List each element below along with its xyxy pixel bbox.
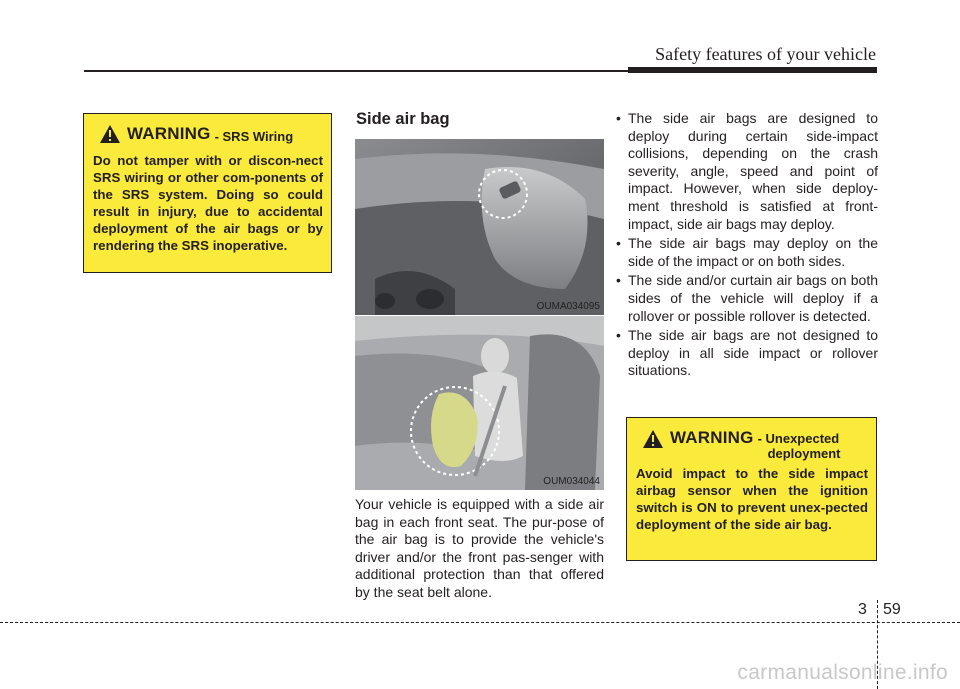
warning-text: Do not tamper with or discon-nect SRS wiring or other com-ponents of the SRS system. Doing so could result in injury, due to accidental deployment of the air bags or by rendering the SRS inoperative. [93,153,323,253]
seat-side-illustration [355,139,604,315]
page-number: 59 [883,601,901,618]
warning-subtitle: - SRS Wiring [214,129,294,144]
bullet-list [616,110,878,382]
chapter-number: 3 [858,601,867,618]
footer-rule [0,622,960,623]
figure-code: OUM034044 [543,476,600,487]
section-title: Side air bag [356,110,450,128]
bullet-item: • The side air bags may deploy on the side of the impact or on both sides. [616,235,878,270]
watermark-text: carmanualsonline.info [737,661,948,684]
warning-label: WARNING [670,428,754,447]
warning-triangle-icon [99,124,121,144]
header-rule-accent [628,67,877,73]
warning-box-srs-wiring [83,113,332,273]
page-header-title: Safety features of your vehicle [655,44,876,64]
warning-header [93,124,323,144]
warning-subtitle-line2: deployment [767,446,841,461]
warning-subtitle-line1: - Unexpected [757,431,840,446]
figure-side-airbag [355,316,604,490]
figure-code: OUMA034095 [536,301,600,312]
bullet-item: • The side air bags are designed to deploy during certain side-impact collisions, depending on the crash severity, angle, speed and point of impact. However, when side deploy-ment threshold is satisfied at front-impact, side air bags may deploy. [616,110,878,233]
section-body: Your vehicle is equipped with a side air bag in each front seat. The pur-pose of the air bag is to provide the vehicle's driver and/or the front pas-senger with additional protection than that offered by the seat belt alone. [355,496,604,600]
warning-box-unexpected-deployment [626,417,877,561]
figure-seat-sensor [355,139,604,315]
warning-subtitle [758,431,841,461]
warning-text: Avoid impact to the side impact airbag sensor when the ignition switch is ON to prevent unex-pected deployment of the side air bag. [636,466,868,532]
warning-header [636,428,868,461]
side-airbag-illustration [355,316,604,490]
warning-triangle-icon [642,429,664,449]
warning-label: WARNING [127,124,211,143]
bullet-item: • The side and/or curtain air bags on both sides of the vehicle will deploy if a rollover or possible rollover is detected. [616,272,878,325]
bullet-item: • The side air bags are not designed to deploy in all side impact or rollover situations. [616,327,878,380]
